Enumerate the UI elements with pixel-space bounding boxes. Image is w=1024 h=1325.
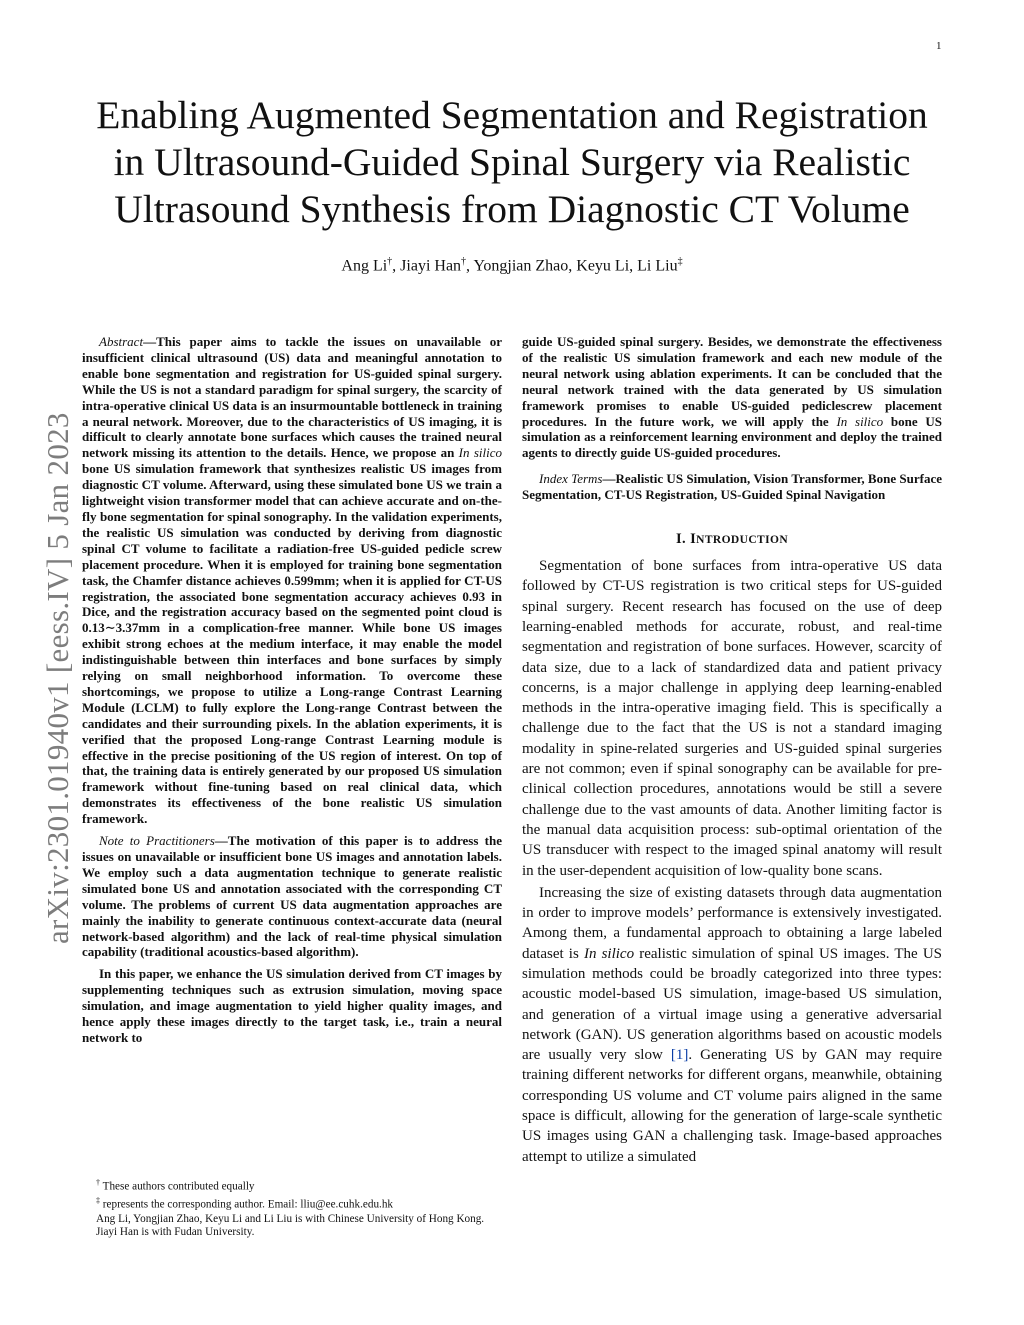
corresponding-author-mark: ‡	[677, 256, 683, 267]
practitioners-heading: Note to Practitioners	[99, 833, 215, 849]
title-line: Ultrasound Synthesis from Diagnostic CT Volume	[114, 187, 910, 231]
abstract-dash: —	[143, 334, 157, 349]
abstract-italic-term: In silico	[458, 445, 502, 461]
footnote-mark: ‡	[96, 1196, 100, 1206]
left-column	[82, 334, 502, 1046]
index-terms-dash: —	[602, 471, 616, 487]
author-list: Ang Li†, Jiayi Han†, Yongjian Zhao, Keyu Li, Li Liu‡	[341, 256, 683, 275]
abstract-text: bone US simulation framework that synthesizes realistic US images from diagnostic CT volume. Afterward, using these simulated bone US we train a lightweight vision transformer model that can achieve accurate and on-the-fly bone segmentation for spinal sonography. In the validation experiments, the realistic US simulation was conducted by deriving from diagnostic spinal CT volume to facilitate a radiation-free US-guided pedicle screw placement procedure. When it is employed for training bone segmentation task, the Chamfer distance achieves 0.599mm; when it is applied for CT-US registration, the associated bone segmentation accuracy achieves 0.93 in Dice, and the registration accuracy based on the segmented point cloud is 0.13∼3.37mm in a complication-free manner. While bone US images exhibit strong echoes at the medium interface, it may enable the model indistinguishable between thin interfaces and bone surfaces by simply relying on small neighborhood information. To overcome these shortcomings, we propose to utilize a Long-range Contrast Learning Module (LCLM) to fully explore the Long-range Contrast between the candidates and their surrounding pixels. In the ablation experiments, it is verified that the proposed Long-range Contrast Learning module is effective in the precise positioning of the US region of interest. On top of that, the training data is entirely generated by our proposed US simulation framework without fine-tuning based on real clinical data, which demonstrates its effectiveness of the bone realistic US simulation framework.	[82, 461, 502, 827]
footnotes	[82, 1176, 502, 1240]
citation-bracket: [	[670, 1047, 676, 1064]
practitioners-text: The motivation of this paper is to address the issues on unavailable or insufficient bone US images and annotation labels. We employ such a data augmentation technique to generate realistic simulated bone US and annotation associated with the corresponding CT volume. The problems of current US data augmentation approaches are mainly the inability to generate continuous context-accurate data (neural network-based algorithm) and the lack of real-time physical simulation capability (traditional acoustics-based algorithm).	[82, 833, 502, 960]
abstract	[82, 334, 502, 827]
title-line: Enabling Augmented Segmentation and Registration	[96, 93, 928, 137]
intro-paragraph	[522, 883, 942, 1167]
intro-paragraph: Segmentation of bone surfaces from intra-operative US data followed by CT-US registration is two critical steps for US-guided spinal surgery. Recent research has focused on the use of deep learning-enabled methods for accurate, robust, and real-time segmentation and registration of bone surfaces. However, scarcity of data size, due to a lack of standardized data and patient privacy concerns, is a major challenge in applying deep learning-enabled methods in the intra-operative imaging field. This is specifically a challenge due to the fact that the US is not a standard imaging modality in spine-related surgeries and US-guided spinal surgeries are not common; even if spinal sonography can be available for pre-clinical collection procedures, annotations would be still a severe challenge due to the vast amounts of data. Another limiting factor is the manual data acquisition process: sub-optimal orientation of the US transducer with respect to the imaged spinal anatomy will result in the user-dependent acquisition of low-quality bone scans.	[522, 558, 942, 879]
practitioners-text: guide US-guided spinal surgery. Besides, we demonstrate the effectiveness of the realistic US simulation framework and each new module of the neural network using ablation experiments. It can be concluded that the neural network trained with the data generated by US simulation framework promises to enable US-guided pediclescrew placement procedures. In the future work, we will apply the	[522, 334, 942, 429]
right-column	[522, 334, 942, 1167]
arxiv-identifier-stamp: arXiv:2301.01940v1 [eess.IV] 5 Jan 2023	[40, 412, 75, 944]
equal-contribution-mark: †	[387, 256, 393, 267]
section-number: I.	[675, 531, 687, 548]
intro-text: realistic simulation of spinal US images. The US simulation methods could be broadly categorized into three types: acoustic model-based US simulation, image-based US simulation, and generation of a virtual image using a generative adversarial network (GAN). US generation algorithms based on acoustic models are usually very slow	[522, 945, 943, 1064]
intro-text: Increasing the size of existing datasets through data augmentation in order to improve models’ performance is extensively investigated. Among them, a fundamental approach to obtaining a large labeled dataset is	[522, 884, 942, 962]
equal-contribution-mark: †	[461, 256, 467, 267]
practitioners-text: In this paper, we enhance the US simulation derived from CT images by supplementing techniques such as extrusion simulation, moving space simulation, and image augmentation to yield higher quality images, and hence apply these images directly to the target task, i.e., train a neural network to	[82, 966, 502, 1045]
author-name: Ang Li	[341, 257, 388, 275]
intro-italic-term: In silico	[583, 945, 635, 962]
footnote	[82, 1176, 502, 1194]
note-to-practitioners	[82, 833, 502, 960]
citation-bracket: ]	[683, 1047, 689, 1064]
citation-link[interactable]	[671, 1047, 689, 1063]
section-title-initial: I	[690, 531, 697, 548]
practitioners-continuation-tail	[522, 334, 942, 461]
author-name: Jiayi Han	[400, 257, 462, 275]
footnote-text: These authors contributed equally	[102, 1180, 255, 1193]
practitioners-italic-term: In silico	[836, 413, 884, 429]
intro-text: . Generating US by GAN may require training different networks for different organs, meanwhile, obtaining corresponding US volume and CT volume pairs aligned in the same space is difficult, allowing for the generation of large-scale synthetic US images using GAN a challenging task. Image-based approaches attempt to utilize a simulated	[522, 1047, 943, 1165]
index-terms	[522, 471, 942, 503]
practitioners-text: bone US simulation as a reinforcement learning environment and deploy the trained agents to directly guide US-guided procedures.	[522, 413, 943, 461]
index-terms-heading: Index Terms	[539, 471, 603, 487]
footnote	[82, 1194, 502, 1212]
footnote-mark: †	[96, 1178, 100, 1187]
footnote: Jiayi Han is with Fudan University.	[96, 1226, 255, 1239]
section-heading-introduction	[522, 531, 942, 548]
abstract-text: This paper aims to tackle the issues on unavailable or insufficient clinical ultrasound (US) data and meaningful annotation to enable bone segmentation and registration for US-guided spinal surgery. While the US is not a standard paradigm for spinal surgery, the scarcity of intra-operative clinical US data is an insurmountable bottleneck in training a neural network. Moreover, due to the characteristics of US imaging, it is difficult to clearly annotate bone surfaces which causes the trained neural network missing its attention to the details. Hence, we propose an	[82, 334, 502, 461]
abstract-heading: Abstract	[99, 334, 144, 349]
author-names: Yongjian Zhao, Keyu Li, Li Liu	[473, 257, 678, 275]
section-title-rest: NTRODUCTION	[696, 534, 789, 547]
index-terms-text: Realistic US Simulation, Vision Transformer, Bone Surface Segmentation, CT-US Registration, US-Guided Spinal Navigation	[522, 471, 942, 503]
footnote-text: represents the corresponding author. Email: lliu@ee.cuhk.edu.hk	[102, 1199, 394, 1212]
title-line: in Ultrasound-Guided Spinal Surgery via Realistic	[113, 140, 911, 184]
practitioners-dash: —	[214, 833, 228, 849]
citation-number: 1	[675, 1047, 684, 1064]
page-number: 1	[936, 40, 942, 52]
practitioners-continuation	[82, 966, 502, 1046]
footnote: Ang Li, Yongjian Zhao, Keyu Li and Li Liu is with Chinese University of Hong Kong.	[96, 1212, 485, 1225]
paper-title	[60, 92, 964, 233]
